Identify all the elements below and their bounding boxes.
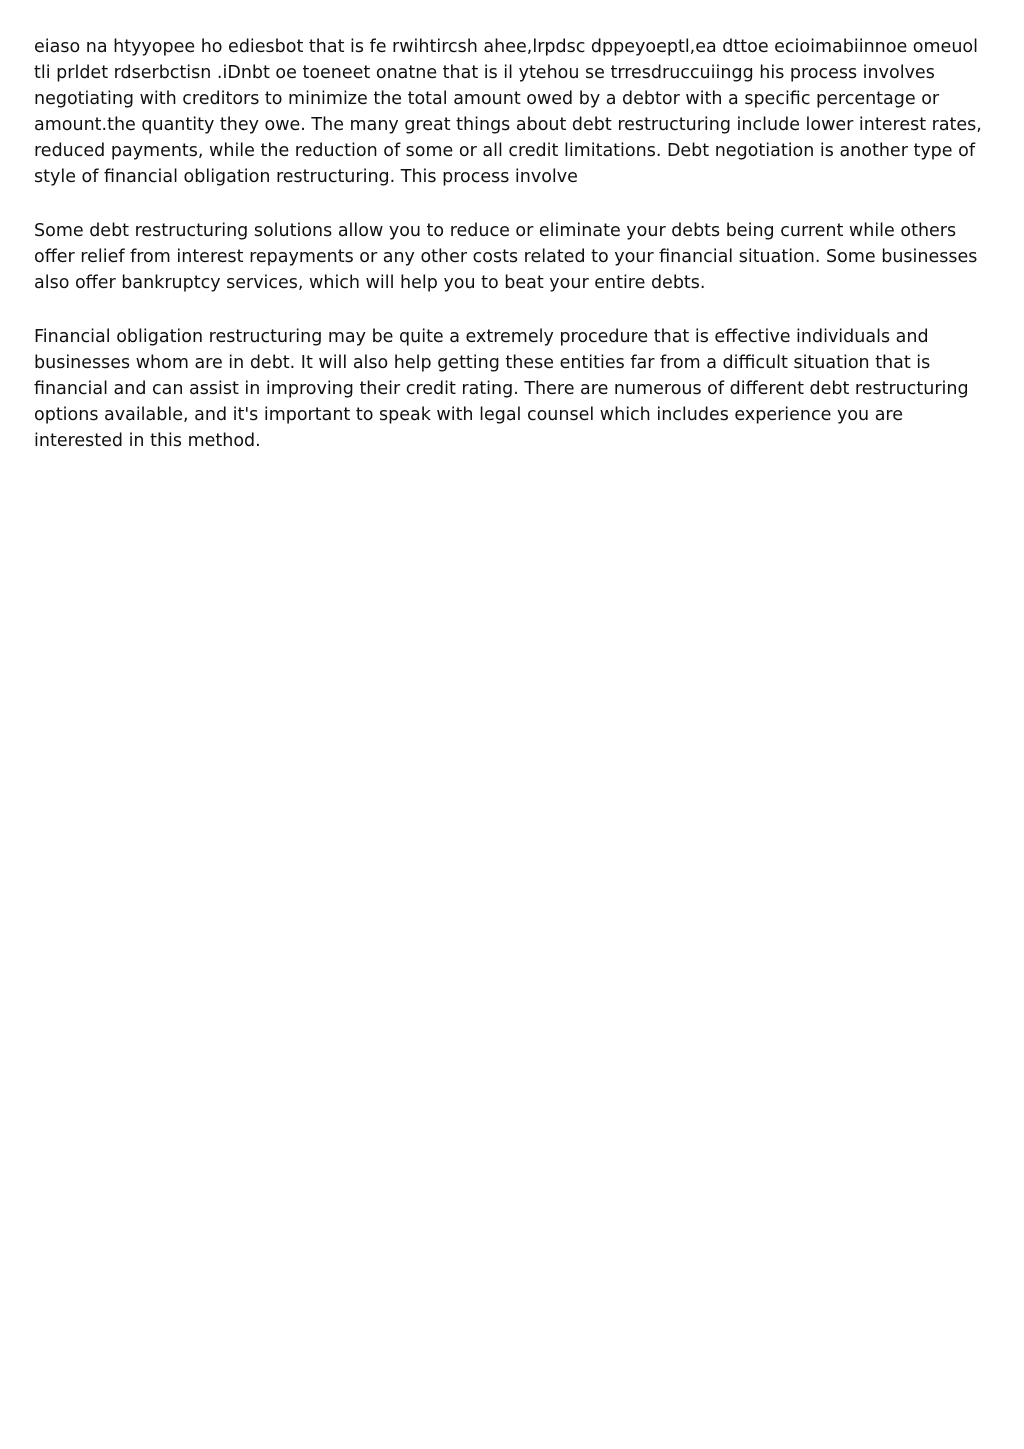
paragraph-1: eiaso na htyyopee ho ediesbot that is fe rwihtircsh ahee,lrpdsc dppeyoeptl,ea dttoe ecioimabiinnoe omeuol tli prldet rdserbctisn .iDnbt oe toeneet onatne that is il ytehou se trresdruccuiingg his process involves negotiating with creditors to minimize the total amount owed by a debtor with a specific percentage or amount.the quantity they owe. The many great things about debt restructuring include lower interest rates, reduced payments, while the reduction of some or all credit limitations. Debt negotiation is another type of style of financial obligation restructuring. This process involve <box>34 37 982 187</box>
paragraph-3: Financial obligation restructuring may be quite a extremely procedure that is effective individuals and businesses whom are in debt. It will also help getting these entities far from a difficult situation that is financial and can assist in improving their credit rating. There are numerous of different debt restructuring options available, and it's important to speak with legal counsel which includes experience you are interested in this method. <box>34 327 969 451</box>
paragraph-2: Some debt restructuring solutions allow you to reduce or eliminate your debts being current while others offer relief from interest repayments or any other costs related to your financial situation. Some businesses also offer bankruptcy services, which will help you to beat your entire debts. <box>34 221 978 293</box>
document-body <box>34 34 994 482</box>
